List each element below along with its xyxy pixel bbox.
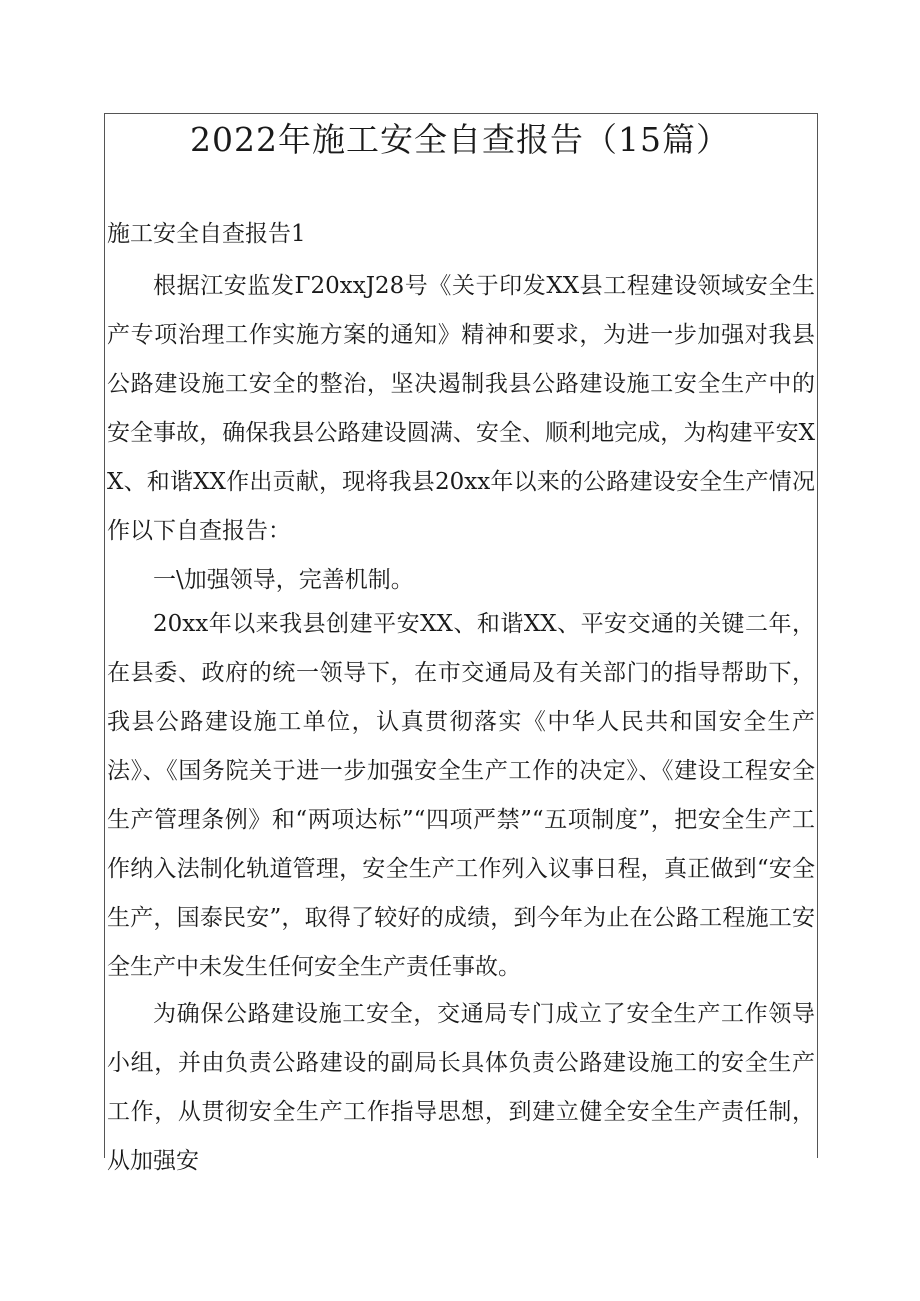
- document-title: 2022年施工安全自查报告（15篇）: [190, 120, 730, 159]
- paragraph-subheading: 一\加强领导，完善机制。: [153, 567, 414, 593]
- paragraph-intro: 根据江安监发Γ20xxJ28号《关于印发XX县工程建设领域安全生产专项治理工作实施方案的通知》精神和要求，为进一步加强对我县公路建设施工安全的整治，坚决遏制我县公路建设施工安全生产中的安全事故，确保我县公路建设圆满、安全、顺利地完成，为构建平安XX、和谐XX作出贡献，现将我县20xx年以来的公路建设安全生产情况作以下自查报告：: [107, 273, 815, 544]
- section-heading: 施工安全自查报告1: [107, 221, 306, 247]
- paragraph-overview: 20xx年以来我县创建平安XX、和谐XX、平安交通的关键二年，在县委、政府的统一领导下，在市交通局及有关部门的指导帮助下，我县公路建设施工单位，认真贯彻落实《中华人民共和国安全生产法》、《国务院关于进一步加强安全生产工作的决定》、《建设工程安全生产管理条例》和“两项达标”“四项严禁”“五项制度”，把安全生产工作纳入法制化轨道管理，安全生产工作列入议事日程，真正做到“安全生产，国泰民安”，取得了较好的成绩，到今年为止在公路工程施工安全生产中未发生任何安全生产责任事故。: [107, 611, 815, 980]
- paragraph-leadership: 为确保公路建设施工安全，交通局专门成立了安全生产工作领导小组，并由负责公路建设的副局长具体负责公路建设施工的安全生产工作，从贯彻安全生产工作指导思想，到建立健全安全生产责任制，从加强安: [107, 1001, 815, 1174]
